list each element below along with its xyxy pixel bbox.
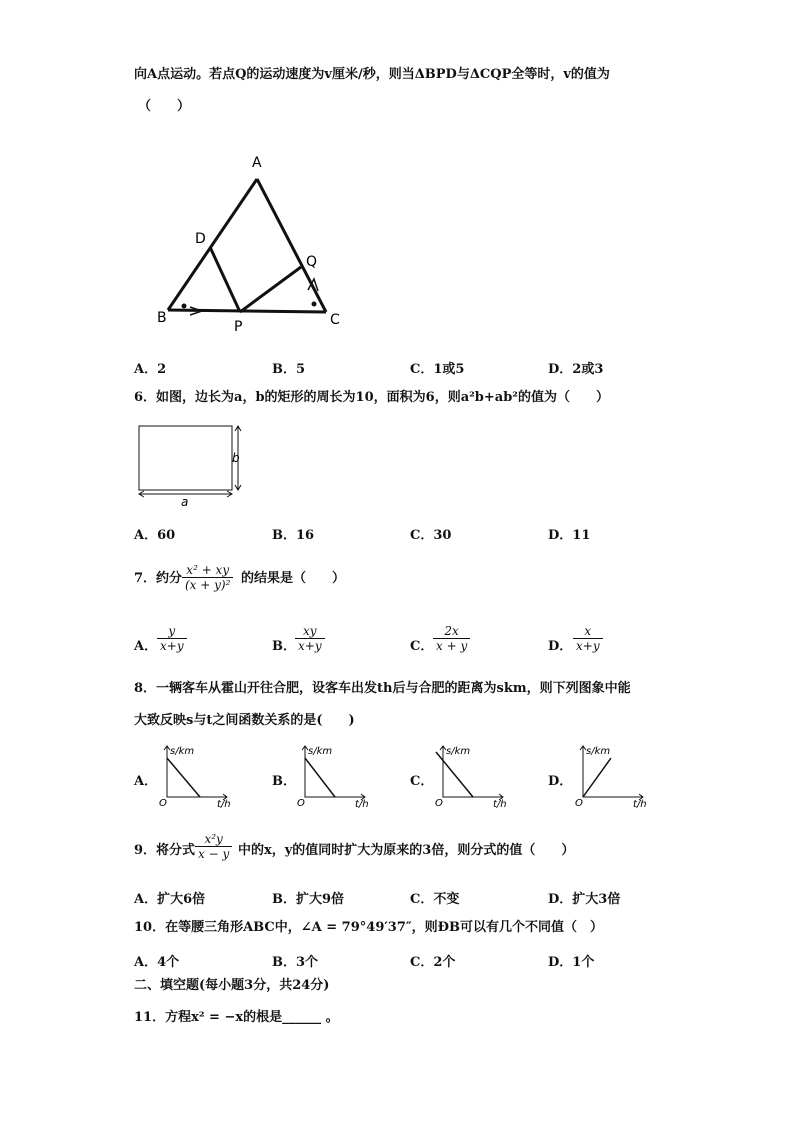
q7-option-d[interactable]: D． xyxy=(548,639,573,654)
q9-option-a[interactable]: A．扩大6倍 xyxy=(134,892,206,907)
q5-option-d[interactable]: D．2或3 xyxy=(548,362,604,377)
label-c: C xyxy=(330,312,340,328)
graph-line xyxy=(167,758,200,797)
label-d: D xyxy=(195,231,206,247)
x-axis-label: t/h xyxy=(633,799,647,810)
q10-option-b[interactable]: B．3个 xyxy=(272,955,319,970)
q9-option-c[interactable]: C．不变 xyxy=(410,892,460,907)
q6-rectangle-figure xyxy=(134,420,254,510)
x-axis-label: t/h xyxy=(493,799,507,810)
x-axis-label: t/h xyxy=(217,799,231,810)
q9-denominator: x − y xyxy=(195,846,232,861)
graph-line xyxy=(436,752,473,797)
segment-dp xyxy=(210,247,240,312)
q7-option-a[interactable]: A． xyxy=(134,639,158,654)
q7-denominator: (x + y)² xyxy=(182,577,233,592)
q9-fraction xyxy=(195,832,232,861)
q7-suffix: 的结果是（ ） xyxy=(241,571,346,586)
origin-label: O xyxy=(159,798,167,809)
label-a: A xyxy=(252,155,262,171)
q6-option-b[interactable]: B．16 xyxy=(272,528,315,543)
q7-option-c-num: 2x xyxy=(444,624,459,638)
q10-option-c[interactable]: C．2个 xyxy=(410,955,456,970)
q9-suffix: 中的x，y的值同时扩大为原来的3倍，则分式的值（ ） xyxy=(238,843,575,858)
side-bc xyxy=(168,310,326,312)
y-axis-label: s/km xyxy=(170,746,195,757)
label-b: B xyxy=(157,310,167,326)
angle-mark-b xyxy=(182,304,187,309)
y-axis-label: s/km xyxy=(446,746,471,757)
q6-option-a[interactable]: A．60 xyxy=(134,528,176,543)
y-axis-label: s/km xyxy=(308,746,333,757)
q9-option-d[interactable]: D．扩大3倍 xyxy=(548,892,621,907)
q8-graph-a[interactable] xyxy=(155,740,235,810)
q8-option-a[interactable]: A． xyxy=(134,774,158,789)
q6-option-d[interactable]: D．11 xyxy=(548,528,591,543)
q7-option-d-den: x+y xyxy=(573,638,603,653)
angle-mark-c xyxy=(312,302,317,307)
q8-option-d[interactable]: D． xyxy=(548,774,573,789)
y-axis-label: s/km xyxy=(586,746,611,757)
q8-graph-c[interactable] xyxy=(431,740,511,810)
q7-option-b-fraction[interactable] xyxy=(295,624,325,653)
q7-numerator: x² + xy xyxy=(186,563,230,577)
q6-text: 6．如图，边长为a，b的矩形的周长为10，面积为6，则a²b+ab²的值为（ ） xyxy=(134,390,610,405)
q7-option-c-den: x + y xyxy=(433,638,470,653)
q7-option-b-num: xy xyxy=(303,624,317,638)
q7-option-d-fraction[interactable] xyxy=(573,624,603,653)
q10-option-a[interactable]: A．4个 xyxy=(134,955,180,970)
q7-option-d-num: x xyxy=(584,624,592,638)
origin-label: O xyxy=(297,798,305,809)
q9-option-b[interactable]: B．扩大9倍 xyxy=(272,892,345,907)
q8-graph-d[interactable] xyxy=(571,740,651,810)
label-b: b xyxy=(232,451,240,465)
q5-option-a[interactable]: A．2 xyxy=(134,362,167,377)
q8-option-c[interactable]: C． xyxy=(410,774,434,789)
q7-option-a-fraction[interactable] xyxy=(157,624,187,653)
q7-option-b-den: x+y xyxy=(295,638,325,653)
side-ab xyxy=(168,179,257,310)
graph-line xyxy=(305,758,335,797)
q10-text: 10．在等腰三角形ABC中，∠A = 79°49′37″，则ÐB可以有几个不同值（ ） xyxy=(134,920,604,935)
q10-option-d[interactable]: D．1个 xyxy=(548,955,595,970)
label-q: Q xyxy=(306,254,318,270)
q8-graph-b[interactable] xyxy=(293,740,373,810)
q9-prefix: 9．将分式 xyxy=(134,843,196,858)
graph-line xyxy=(583,758,611,797)
label-a: a xyxy=(181,495,189,509)
q7-option-b[interactable]: B． xyxy=(272,639,296,654)
segment-pq xyxy=(240,267,301,312)
q5-text-line1: 向A点运动。若点Q的运动速度为v厘米/秒，则当ΔBPD与ΔCQP全等时，v的值为 xyxy=(134,67,610,82)
origin-label: O xyxy=(575,798,583,809)
q5-option-c[interactable]: C．1或5 xyxy=(410,362,465,377)
q9-numerator: x²y xyxy=(204,832,223,846)
q7-prefix: 7．约分 xyxy=(134,571,183,586)
q5-answer-blank: （ ） xyxy=(138,99,191,114)
q7-option-c[interactable]: C． xyxy=(410,639,434,654)
origin-label: O xyxy=(435,798,443,809)
q7-fraction xyxy=(182,563,233,592)
label-p: P xyxy=(234,319,243,335)
q7-option-c-fraction[interactable] xyxy=(433,624,470,653)
q11-text: 11．方程x² = −x的根是______ 。 xyxy=(134,1010,339,1025)
q5-option-b[interactable]: B．5 xyxy=(272,362,306,377)
q7-option-a-den: x+y xyxy=(157,638,187,653)
section2-heading: 二、填空题(每小题3分，共24分) xyxy=(134,978,330,993)
q6-option-c[interactable]: C．30 xyxy=(410,528,452,543)
q5-triangle-figure xyxy=(150,150,350,340)
rectangle xyxy=(139,426,232,490)
q8-option-b[interactable]: B． xyxy=(272,774,296,789)
q7-option-a-num: y xyxy=(168,624,176,638)
q8-text-line1: 8．一辆客车从霍山开往合肥，设客车出发th后与合肥的距离为skm，则下列图象中能 xyxy=(134,681,631,696)
q8-text-line2: 大致反映s与t之间函数关系的是( ) xyxy=(134,713,355,728)
x-axis-label: t/h xyxy=(355,799,369,810)
